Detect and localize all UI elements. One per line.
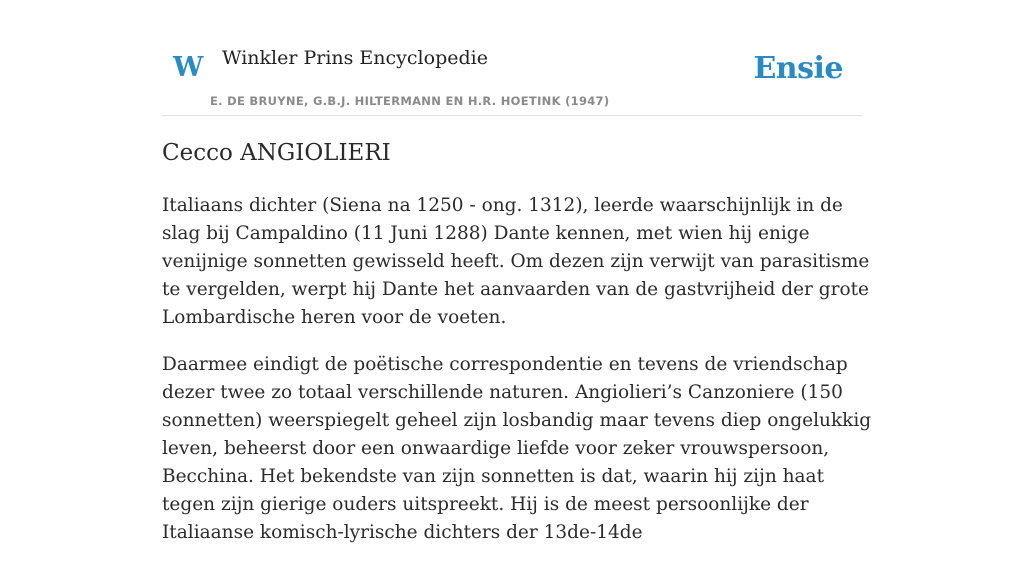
article-body	[162, 192, 872, 566]
winkler-prins-logo[interactable]: W	[173, 52, 204, 83]
source-title[interactable]: Winkler Prins Encyclopedie	[222, 47, 488, 69]
article-paragraph: Italiaans dichter (Siena na 1250 - ong. 1312), leerde waarschijnlijk in de slag bij Campaldino (11 Juni 1288) Dante kennen, met wien hij enige venijnige sonnetten gewisseld heeft. Om dezen zijn verwijt van parasitisme te vergelden, werpt hij Dante het aanvaarden van de gastvrijheid der grote Lombardische heren voor de voeten.	[162, 195, 870, 328]
article-title: Cecco ANGIOLIERI	[162, 140, 391, 166]
source-header	[162, 40, 862, 116]
source-authors: E. DE BRUYNE, G.B.J. HILTERMANN EN H.R. HOETINK (1947)	[210, 94, 610, 108]
ensie-logo[interactable]: Ensie	[753, 51, 843, 86]
article-paragraph: Daarmee eindigt de poëtische correspondentie en tevens de vriendschap dezer twee zo totaal verschillende naturen. Angiolieri’s Canzoniere (150 sonnetten) weerspiegelt geheel zijn losbandig maar tevens diep ongelukkig leven, beheerst door een onwaardige liefde voor zeker vrouwspersoon, Becchina. Het bekendste van zijn sonnetten is dat, waarin hij zijn haat tegen zijn gierige ouders uitspreekt. Hij is de meest persoonlijke der Italiaanse komisch-lyrische dichters der 13de-14de	[162, 354, 872, 543]
